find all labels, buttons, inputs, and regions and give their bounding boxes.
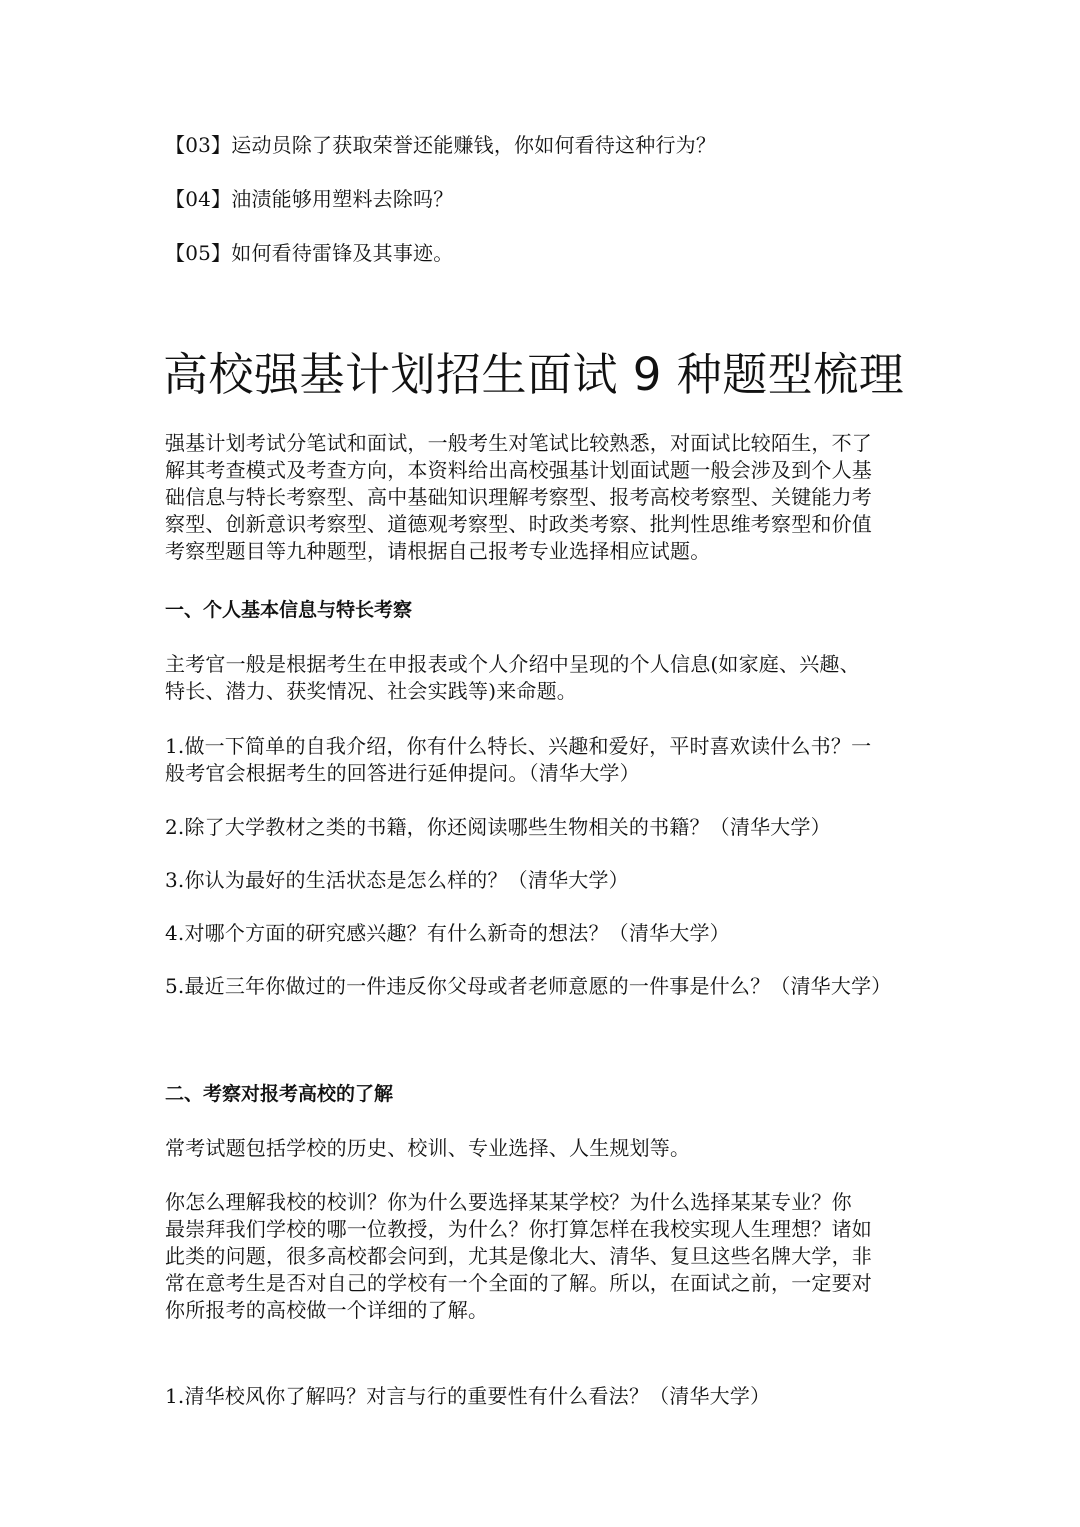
section2-question-1: 1.清华校风你了解吗？对言与行的重要性有什么看法？（清华大学）: [165, 1384, 771, 1408]
intro-paragraph: [165, 430, 925, 565]
section1-question-3: 3.你认为最好的生活状态是怎么样的？（清华大学）: [165, 868, 629, 892]
section1-question-1: [165, 733, 925, 787]
section2-para-line: 你所报考的高校做一个详细的了解。: [165, 1298, 489, 1322]
section2-description: 常考试题包括学校的历史、校训、专业选择、人生规划等。: [165, 1136, 691, 1160]
question-03: 【03】运动员除了获取荣誉还能赚钱，你如何看待这种行为？: [165, 133, 717, 157]
section1-heading: 一、个人基本信息与特长考察: [165, 599, 413, 621]
intro-line: 础信息与特长考察型、高中基础知识理解考察型、报考高校考察型、关键能力考: [165, 485, 872, 509]
section1-question-5: 5.最近三年你做过的一件违反你父母或者老师意愿的一件事是什么？（清华大学）: [165, 974, 892, 998]
intro-line: 强基计划考试分笔试和面试，一般考生对笔试比较熟悉，对面试比较陌生，不了: [165, 431, 872, 455]
section2-paragraph: [165, 1189, 925, 1324]
section1-question-2: 2.除了大学教材之类的书籍，你还阅读哪些生物相关的书籍？（清华大学）: [165, 815, 831, 839]
page-title: 高校强基计划招生面试 9 种题型梳理: [163, 348, 905, 401]
section2-para-line: 最崇拜我们学校的哪一位教授，为什么？你打算怎样在我校实现人生理想？诸如: [165, 1217, 872, 1241]
section2-para-line: 常在意考生是否对自己的学校有一个全面的了解。所以，在面试之前，一定要对: [165, 1271, 872, 1295]
section2-heading: 二、考察对报考高校的了解: [165, 1083, 394, 1105]
question-05: 【05】如何看待雷锋及其事迹。: [165, 241, 454, 265]
section1-question-4: 4.对哪个方面的研究感兴趣？有什么新奇的想法？（清华大学）: [165, 921, 730, 945]
question-line: 1.做一下简单的自我介绍，你有什么特长、兴趣和爱好，平时喜欢读什么书？一: [165, 734, 872, 758]
question-line: 般考官会根据考生的回答进行延伸提问。（清华大学）: [165, 761, 640, 785]
section1-description: [165, 651, 925, 705]
intro-line: 考察型题目等九种题型，请根据自己报考专业选择相应试题。: [165, 539, 711, 563]
question-04: 【04】油渍能够用塑料去除吗？: [165, 187, 454, 211]
intro-line: 察型、创新意识考察型、道德观考察型、时政类考察、批判性思维考察型和价值: [165, 512, 872, 536]
section1-desc-line: 特长、潜力、获奖情况、社会实践等)来命题。: [165, 679, 578, 703]
section2-para-line: 你怎么理解我校的校训？你为什么要选择某某学校？为什么选择某某专业？你: [165, 1190, 852, 1214]
section2-para-line: 此类的问题，很多高校都会问到，尤其是像北大、清华、复旦这些名牌大学，非: [165, 1244, 872, 1268]
section1-desc-line: 主考官一般是根据考生在申报表或个人介绍中呈现的个人信息(如家庭、兴趣、: [165, 652, 860, 676]
intro-line: 解其考查模式及考查方向，本资料给出高校强基计划面试题一般会涉及到个人基: [165, 458, 872, 482]
